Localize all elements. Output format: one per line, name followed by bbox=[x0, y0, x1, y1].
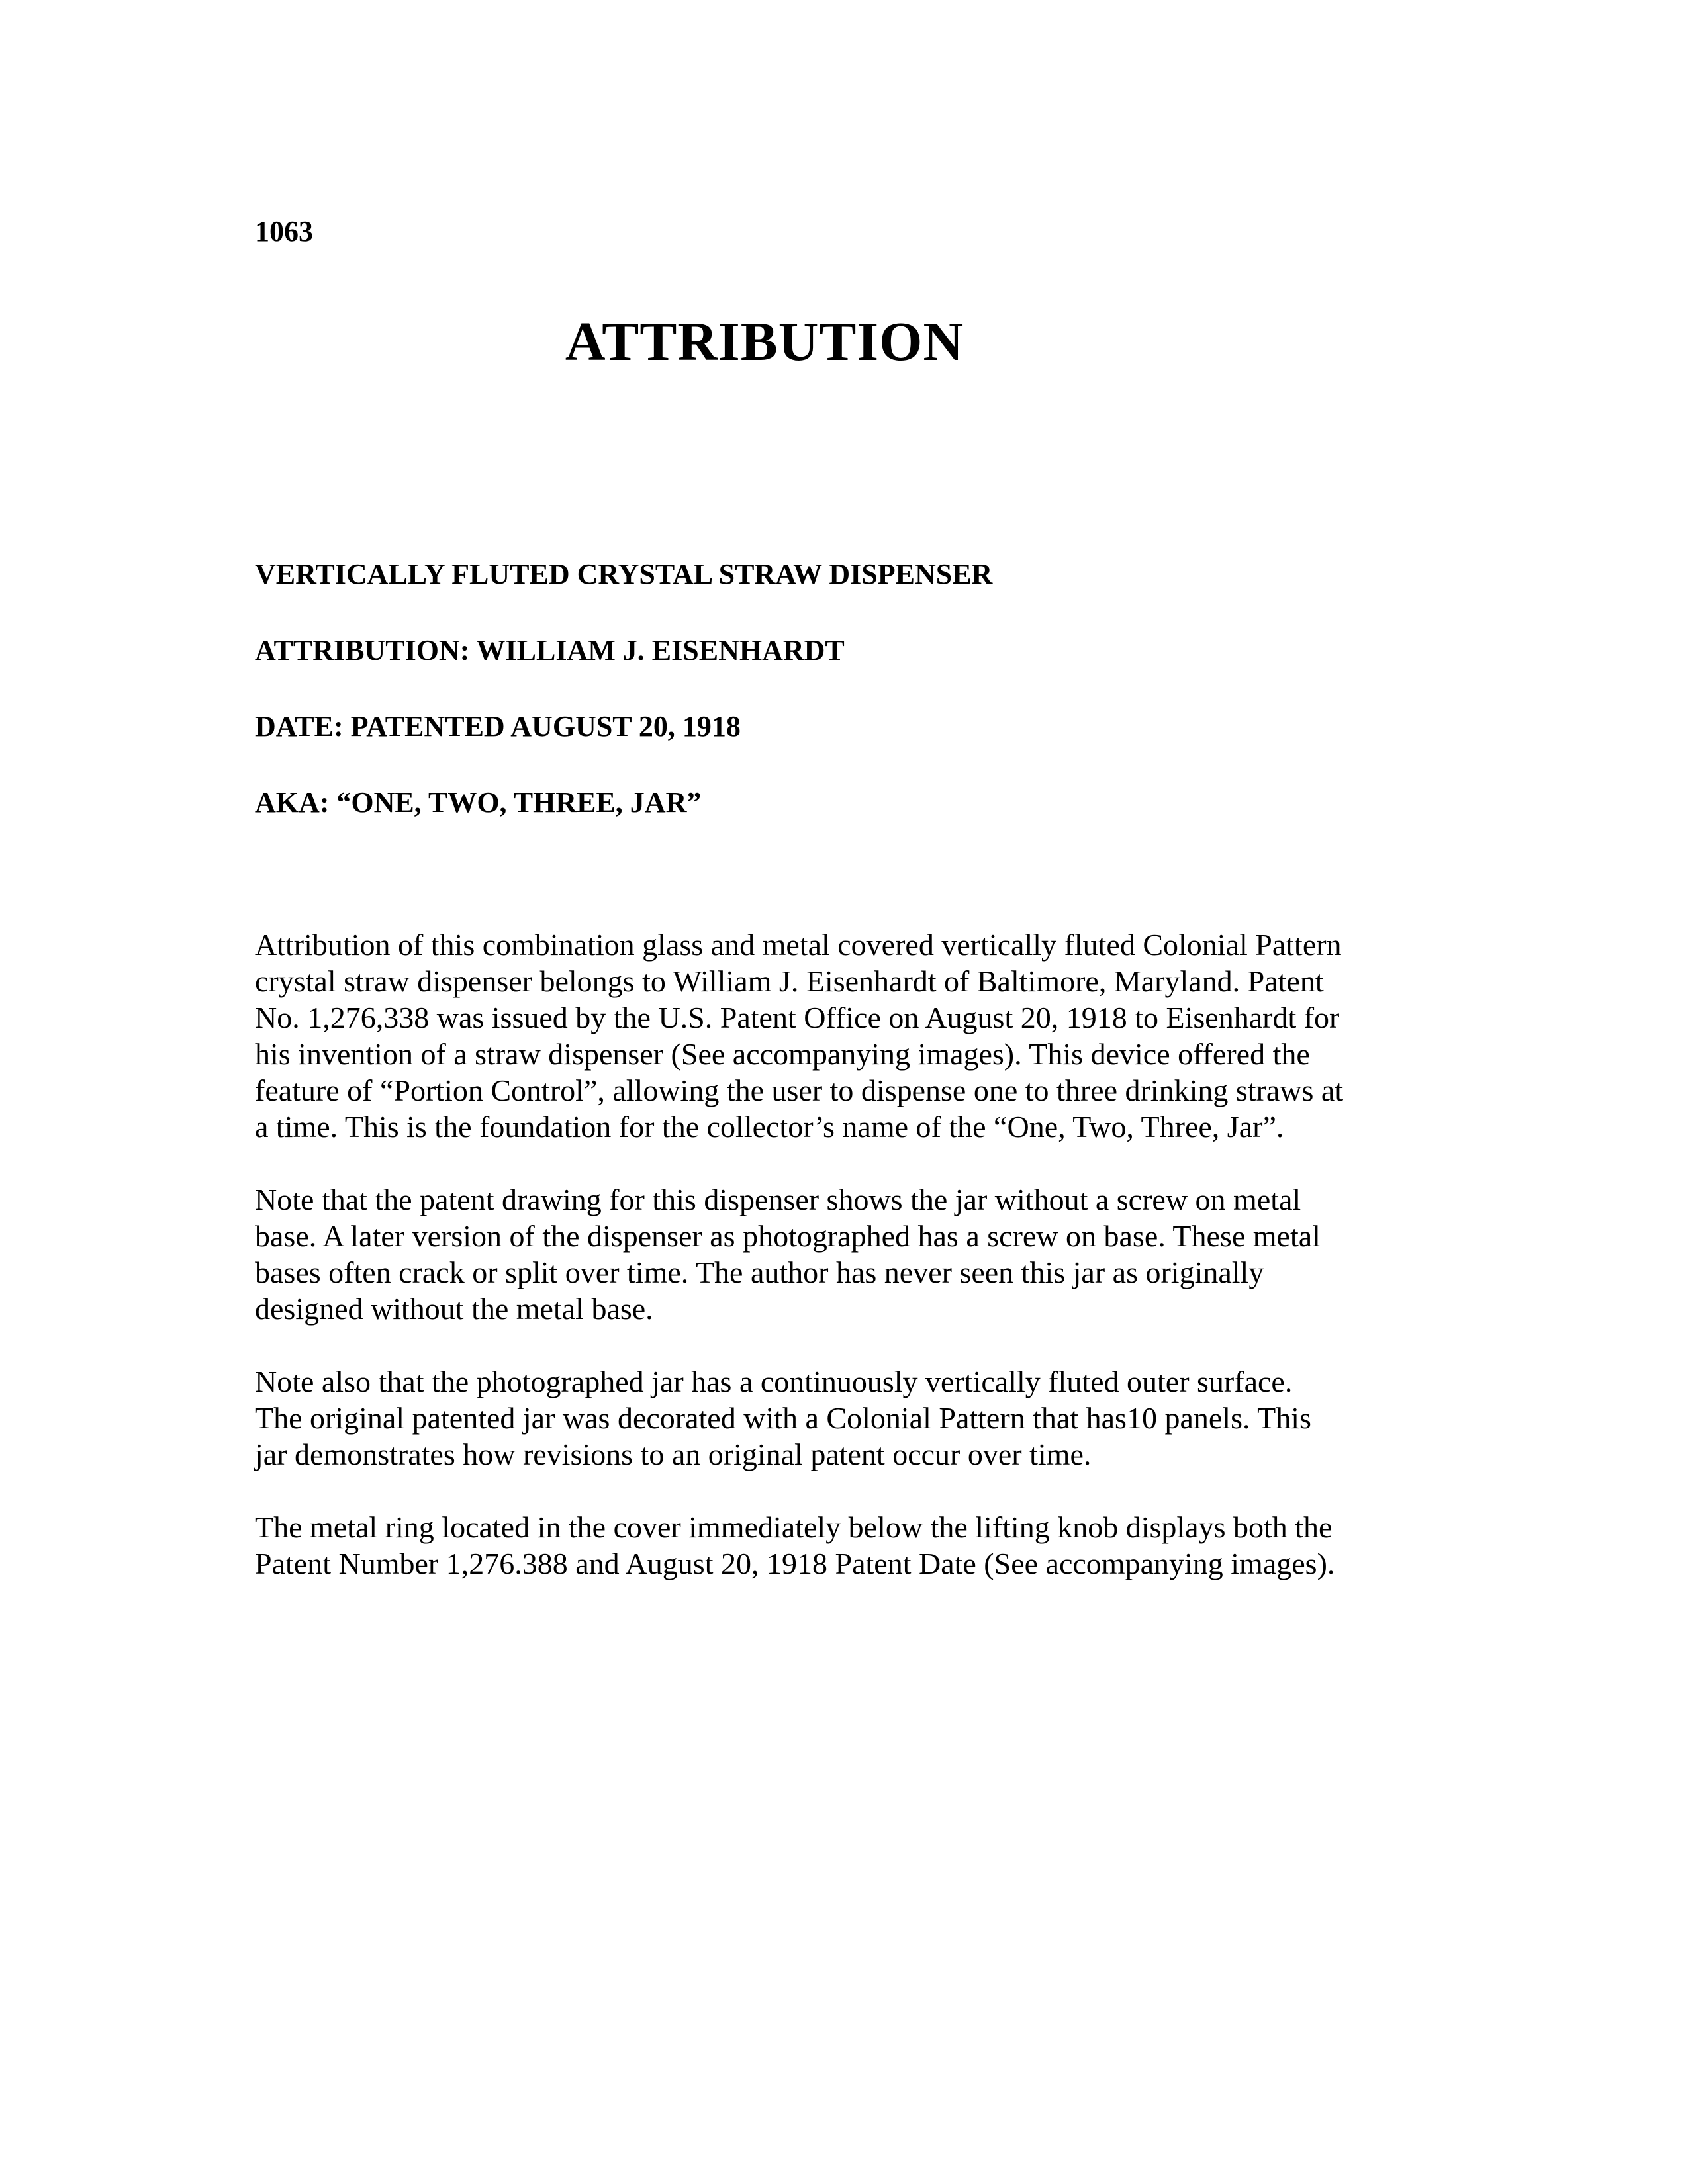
paragraph-metal-ring bbox=[255, 1509, 1446, 1582]
paragraph-line: feature of “Portion Control”, allowing the user to dispense one to three drinking straws at bbox=[255, 1073, 1344, 1107]
paragraph-line: Patent Number 1,276.388 and August 20, 1918 Patent Date (See accompanying images). bbox=[255, 1547, 1335, 1580]
page-title: ATTRIBUTION bbox=[565, 311, 964, 373]
paragraph-fluted-surface bbox=[255, 1363, 1446, 1473]
paragraph-line: Note also that the photographed jar has a continuously vertically fluted outer surface. bbox=[255, 1365, 1293, 1398]
body-text bbox=[255, 927, 1446, 1618]
paragraph-line: base. A later version of the dispenser as photographed has a screw on base. These metal bbox=[255, 1219, 1321, 1253]
paragraph-line: No. 1,276,338 was issued by the U.S. Patent Office on August 20, 1918 to Eisenhardt for bbox=[255, 1001, 1340, 1034]
item-name-heading: VERTICALLY FLUTED CRYSTAL STRAW DISPENSER bbox=[255, 558, 993, 590]
paragraph-line: Note that the patent drawing for this dispenser shows the jar without a screw on metal bbox=[255, 1183, 1301, 1216]
paragraph-patent-drawing bbox=[255, 1181, 1446, 1327]
paragraph-line: crystal straw dispenser belongs to William J. Eisenhardt of Baltimore, Maryland. Patent bbox=[255, 964, 1324, 998]
paragraph-line: a time. This is the foundation for the collector’s name of the “One, Two, Three, Jar”. bbox=[255, 1110, 1284, 1144]
attribution-heading: ATTRIBUTION: WILLIAM J. EISENHARDT bbox=[255, 634, 845, 666]
paragraph-line: designed without the metal base. bbox=[255, 1292, 653, 1326]
paragraph-line: his invention of a straw dispenser (See accompanying images). This device offered the bbox=[255, 1037, 1310, 1071]
paragraph-line: The metal ring located in the cover immediately below the lifting knob displays both the bbox=[255, 1510, 1333, 1544]
paragraph-line: The original patented jar was decorated with a Colonial Pattern that has10 panels. This bbox=[255, 1401, 1311, 1435]
paragraph-line: jar demonstrates how revisions to an original patent occur over time. bbox=[255, 1437, 1092, 1471]
item-header-block bbox=[255, 555, 1513, 859]
paragraph-attribution bbox=[255, 927, 1446, 1145]
date-heading: DATE: PATENTED AUGUST 20, 1918 bbox=[255, 710, 741, 743]
page-number: 1063 bbox=[255, 215, 313, 248]
paragraph-line: Attribution of this combination glass and metal covered vertically fluted Colonial Pattern bbox=[255, 928, 1342, 962]
aka-heading: AKA: “ONE, TWO, THREE, JAR” bbox=[255, 786, 702, 819]
paragraph-line: bases often crack or split over time. The author has never seen this jar as originally bbox=[255, 1255, 1264, 1289]
